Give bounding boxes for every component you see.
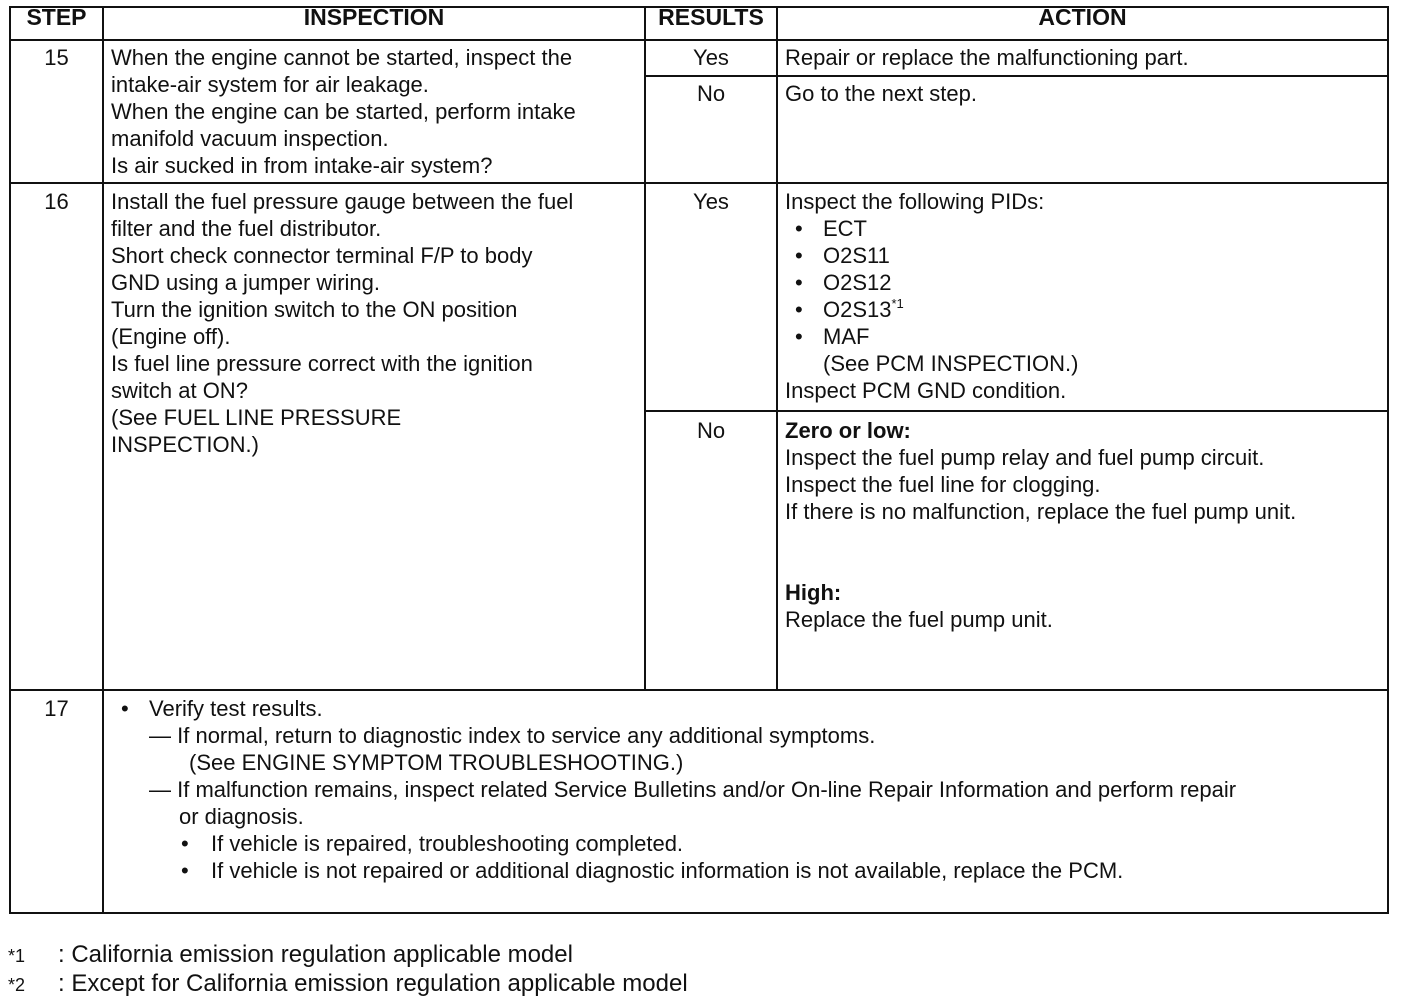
pid-item: • O2S11 bbox=[795, 243, 890, 268]
table-border-right bbox=[1387, 6, 1389, 914]
row15-result-divider bbox=[644, 75, 1389, 77]
header-results: RESULTS bbox=[658, 4, 764, 30]
row15-result-yes: Yes bbox=[693, 45, 729, 70]
normal-see-reference: (See ENGINE SYMPTOM TROUBLESHOOTING.) bbox=[189, 750, 684, 775]
inspection-line: Install the fuel pressure gauge between the fuel bbox=[111, 189, 574, 214]
inspection-line: INSPECTION.) bbox=[111, 432, 259, 457]
bullet-icon: • bbox=[121, 696, 129, 721]
footnote-mark: *1 bbox=[8, 946, 26, 966]
inspection-line: switch at ON? bbox=[111, 378, 248, 403]
row16-result-yes: Yes bbox=[693, 189, 729, 214]
inspection-line: filter and the fuel distributor. bbox=[111, 216, 382, 241]
table-border-left bbox=[9, 6, 11, 914]
dash-icon: — bbox=[149, 777, 178, 802]
bullet-icon: • bbox=[181, 858, 189, 883]
row16-result-no: No bbox=[696, 418, 726, 443]
inspection-line: Is air sucked in from intake-air system? bbox=[111, 153, 493, 178]
inspection-line: (See FUEL LINE PRESSURE bbox=[111, 405, 402, 430]
inspection-line: manifold vacuum inspection. bbox=[111, 126, 389, 151]
bullet-icon: • bbox=[795, 243, 803, 268]
inspection-line: intake-air system for air leakage. bbox=[111, 72, 429, 97]
header-inspection: INSPECTION bbox=[303, 4, 445, 30]
row15-action-no: Go to the next step. bbox=[785, 81, 978, 106]
row17-action bbox=[111, 695, 1236, 884]
bullet-icon: • bbox=[795, 216, 803, 241]
footnote-reference: *1 bbox=[891, 296, 904, 311]
inspection-line: Is fuel line pressure correct with the ignition bbox=[111, 351, 533, 376]
sub-bullet-item: • If vehicle is repaired, troubleshooting completed. bbox=[181, 831, 684, 856]
inspection-line: Turn the ignition switch to the ON position bbox=[111, 297, 518, 322]
row15-step: 15 bbox=[44, 45, 69, 70]
row16-result-divider bbox=[644, 410, 1389, 412]
bullet-icon: • bbox=[795, 324, 803, 349]
inspection-line: GND using a jumper wiring. bbox=[111, 270, 380, 295]
footnote-text: : California emission regulation applicable model bbox=[58, 941, 573, 968]
row16-action-no bbox=[785, 417, 1296, 633]
row16-action-yes bbox=[785, 188, 1078, 404]
pid-see-reference: (See PCM INSPECTION.) bbox=[823, 351, 1079, 376]
bullet-icon: • bbox=[795, 270, 803, 295]
header-divider bbox=[9, 39, 1389, 41]
inspection-line: When the engine can be started, perform intake bbox=[111, 99, 576, 124]
pid-item: • ECT bbox=[795, 216, 867, 241]
pid-after: Inspect PCM GND condition. bbox=[785, 378, 1067, 403]
action-line: Inspect the fuel pump relay and fuel pump circuit. bbox=[785, 445, 1265, 470]
table-border-bottom bbox=[9, 912, 1389, 914]
zero-low-heading: Zero or low: bbox=[785, 418, 911, 443]
sub-bullet-item: • If vehicle is not repaired or additional diagnostic information is not available, replace the PCM. bbox=[181, 858, 1124, 883]
malfunction-continuation: or diagnosis. bbox=[179, 804, 304, 829]
bullet-icon: • bbox=[181, 831, 189, 856]
inspection-line: When the engine cannot be started, inspect the bbox=[111, 45, 573, 70]
footnote-text: : Except for California emission regulation applicable model bbox=[58, 970, 688, 997]
row16-divider bbox=[9, 689, 1389, 691]
action-line: Inspect the fuel line for clogging. bbox=[785, 472, 1101, 497]
row15-divider bbox=[9, 182, 1389, 184]
pid-intro: Inspect the following PIDs: bbox=[785, 189, 1045, 214]
header-action: ACTION bbox=[1038, 4, 1127, 30]
inspection-column-divider bbox=[644, 6, 646, 691]
footnote-1 bbox=[8, 940, 573, 971]
pid-item: • O2S12 bbox=[795, 270, 892, 295]
dash-icon: — bbox=[149, 723, 178, 748]
footnote-mark: *2 bbox=[8, 975, 26, 995]
footnote-2 bbox=[8, 969, 688, 1000]
row15-result-no: No bbox=[696, 81, 726, 106]
verify-item: • Verify test results. bbox=[121, 696, 323, 721]
inspection-line: Short check connector terminal F/P to body bbox=[111, 243, 533, 268]
action-line: Replace the fuel pump unit. bbox=[785, 607, 1053, 632]
header-step: STEP bbox=[26, 4, 87, 30]
high-heading: High: bbox=[785, 580, 842, 605]
row16-inspection bbox=[111, 188, 573, 458]
step-column-divider bbox=[102, 6, 104, 914]
normal-item: — If normal, return to diagnostic index to service any additional symptoms. bbox=[149, 723, 876, 748]
row16-step: 16 bbox=[44, 189, 69, 214]
bullet-icon: • bbox=[795, 297, 803, 322]
row17-step: 17 bbox=[44, 696, 69, 721]
action-line: If there is no malfunction, replace the fuel pump unit. bbox=[785, 499, 1297, 524]
results-column-divider bbox=[776, 6, 778, 691]
malfunction-item: — If malfunction remains, inspect related Service Bulletins and/or On-line Repair Information and perform repair bbox=[149, 777, 1237, 802]
pid-item: • O2S13$^{*1}$ bbox=[795, 296, 904, 322]
row15-action-yes: Repair or replace the malfunctioning part. bbox=[785, 45, 1189, 70]
row15-inspection bbox=[111, 44, 576, 179]
pid-item: • MAF bbox=[795, 324, 870, 349]
inspection-line: (Engine off). bbox=[111, 324, 231, 349]
